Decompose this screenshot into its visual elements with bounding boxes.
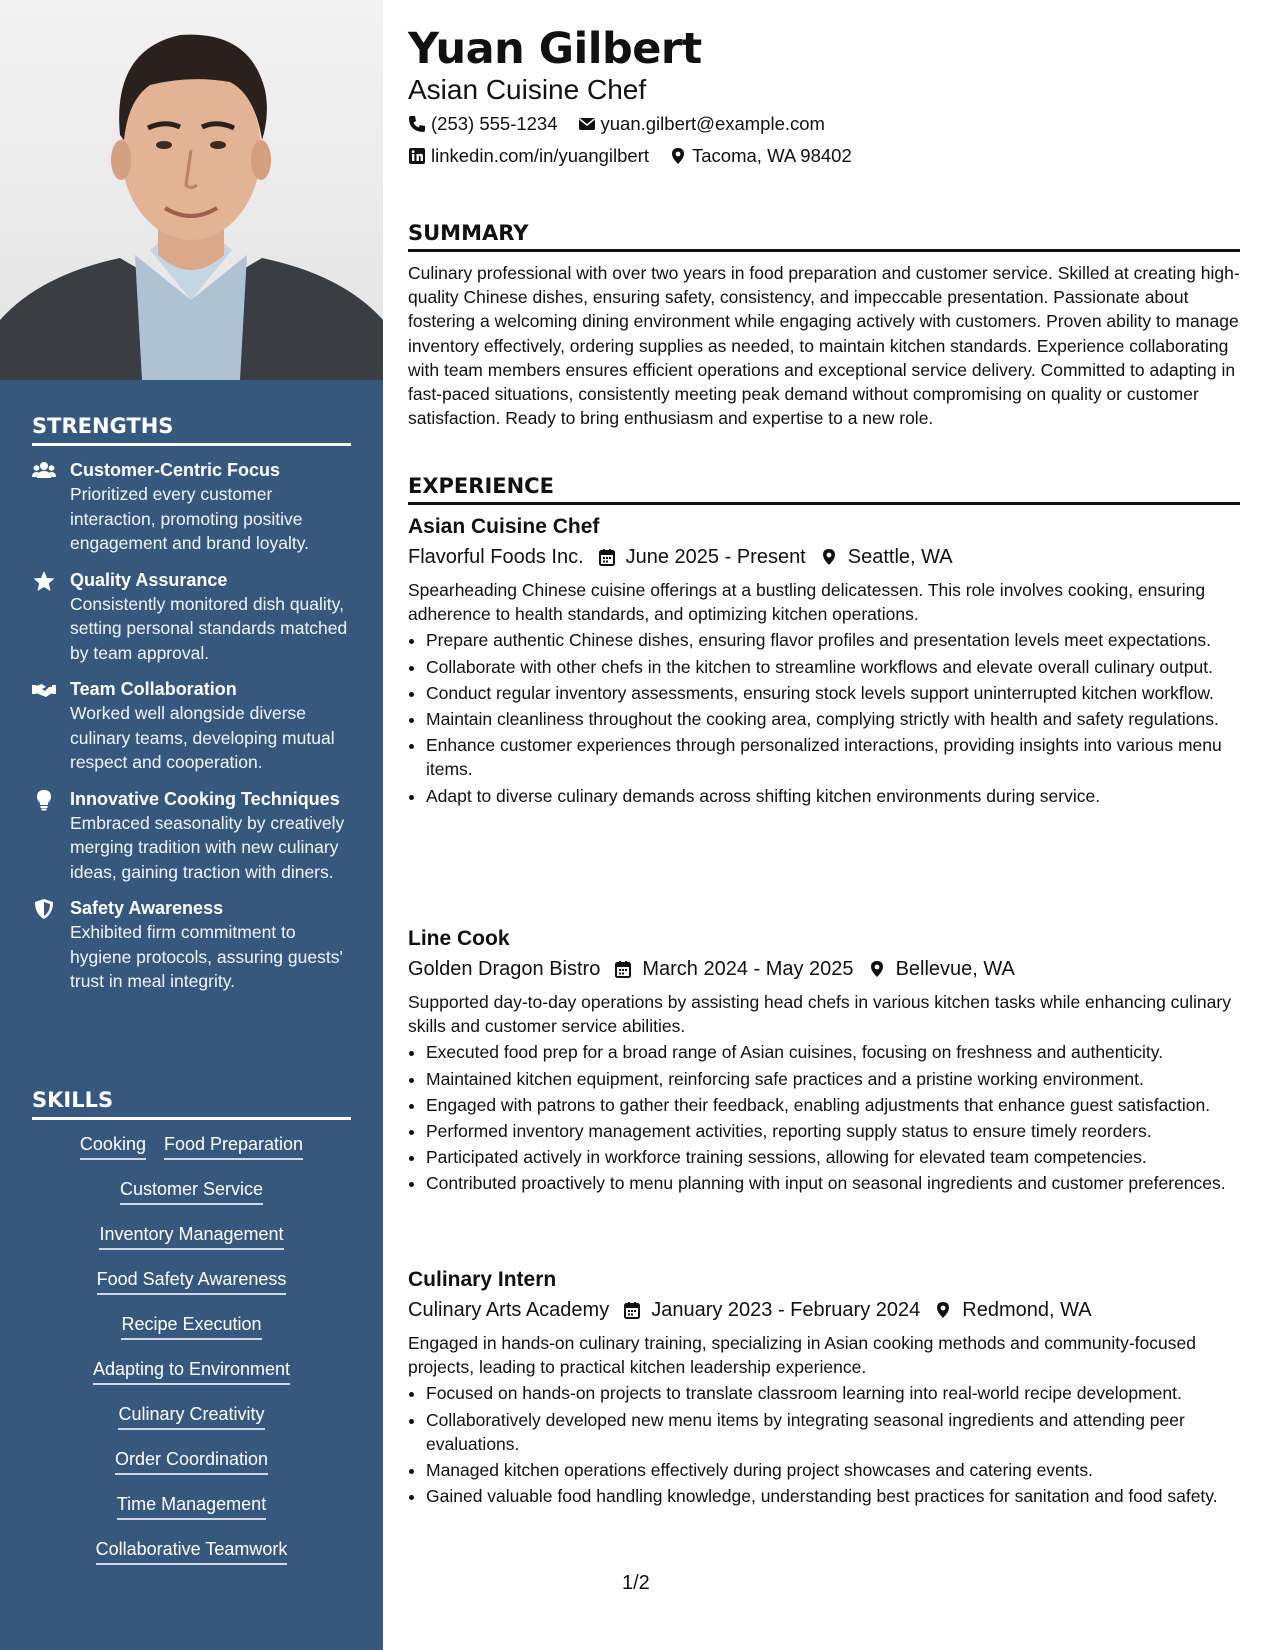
experience-item (408, 1266, 1240, 1510)
location-pin-icon (669, 147, 687, 165)
profile-photo-image (0, 0, 383, 380)
job-bullet: • Executed food prep for a broad range of Asian cuisines, focusing on freshness and authenticity. (426, 1040, 1240, 1064)
strength-title: Safety Awareness (70, 898, 224, 918)
skill-tag: Time Management (117, 1492, 266, 1520)
job-bullets (408, 1381, 1240, 1508)
page-number: 1/2 (622, 1572, 650, 1594)
job-company: Golden Dragon Bistro (408, 958, 601, 980)
email-text: yuan.gilbert@example.com (600, 113, 825, 134)
profile-photo (0, 0, 383, 380)
job-bullet: • Collaboratively developed new menu items by integrating seasonal ingredients and attending peer evaluations. (426, 1408, 1240, 1456)
job-company: Flavorful Foods Inc. (408, 546, 584, 568)
experience-item (408, 513, 1240, 810)
job-dates: June 2025 - Present (625, 546, 806, 568)
job-bullet: • Maintain cleanliness throughout the cooking area, complying strictly with health and safety regulations. (426, 707, 1240, 731)
skills-list (32, 1132, 351, 1582)
job-description: Supported day-to-day operations by assisting head chefs in various kitchen tasks while enhancing culinary skills and customer service abilities. (408, 992, 1231, 1037)
skill-tag: Collaborative Teamwork (96, 1537, 288, 1565)
location-pin-icon (934, 1301, 952, 1319)
sidebar (0, 0, 383, 1650)
location-text: Tacoma, WA 98402 (692, 145, 852, 166)
star-icon (32, 570, 56, 592)
skill-tag: Food Preparation (164, 1132, 303, 1160)
job-bullet: • Participated actively in workforce training sessions, allowing for elevated team competencies. (426, 1145, 1240, 1169)
location-pin-icon (820, 548, 838, 566)
strength-title: Innovative Cooking Techniques (70, 788, 340, 809)
job-bullet: • Adapt to diverse culinary demands across shifting kitchen environments during service. (426, 784, 1240, 808)
strength-title: Customer-Centric Focus (70, 460, 281, 480)
calendar-icon (598, 548, 616, 566)
job-bullet: • Prepare authentic Chinese dishes, ensuring flavor profiles and presentation levels meet expectations. (426, 628, 1240, 652)
shield-icon (32, 898, 56, 920)
job-meta (408, 954, 1240, 984)
phone-icon (408, 115, 426, 133)
job-bullet: • Gained valuable food handling knowledge, understanding best practices for sanitation and food safety. (426, 1484, 1240, 1508)
skill-tag: Cooking (80, 1132, 146, 1160)
strengths-section (32, 414, 351, 994)
calendar-icon (614, 960, 632, 978)
calendar-icon (623, 1301, 641, 1319)
linkedin-text: linkedin.com/in/yuangilbert (431, 145, 650, 166)
job-dates: January 2023 - February 2024 (651, 1299, 921, 1321)
skills-title: SKILLS (32, 1088, 351, 1120)
experience-item (408, 925, 1240, 1198)
job-title: Line Cook (408, 927, 510, 950)
job-bullet: • Performed inventory management activities, reporting supply status to ensure timely reorders. (426, 1119, 1240, 1143)
experience-title: EXPERIENCE (408, 474, 1240, 505)
linkedin-icon (408, 147, 426, 165)
job-meta (408, 542, 1240, 572)
strength-item (32, 458, 351, 556)
job-title: Culinary Intern (408, 1268, 557, 1291)
job-description: Spearheading Chinese cuisine offerings at a bustling delicatessen. This role involves cooking, ensuring adherence to health standards, and optimizing kitchen operations. (408, 580, 1206, 625)
job-title: Asian Cuisine Chef (408, 515, 600, 538)
job-bullets (408, 628, 1240, 807)
strength-item (32, 677, 351, 775)
job-bullet: • Focused on hands-on projects to translate classroom learning into real-world recipe development. (426, 1381, 1240, 1405)
strengths-title: STRENGTHS (32, 414, 351, 446)
strength-title: Team Collaboration (70, 679, 237, 699)
job-bullet: • Contributed proactively to menu planning with input on seasonal ingredients and customer preferences. (426, 1171, 1240, 1195)
job-dates: March 2024 - May 2025 (642, 958, 854, 980)
skill-tag: Inventory Management (99, 1222, 283, 1250)
strength-desc: Exhibited firm commitment to hygiene protocols, assuring guests' trust in meal integrity. (70, 922, 343, 991)
skill-tag: Food Safety Awareness (97, 1267, 287, 1295)
summary-title: SUMMARY (408, 221, 1240, 252)
job-description: Engaged in hands-on culinary training, specializing in Asian cooking methods and community-focused projects, leading to practical kitchen leadership experience. (408, 1333, 1196, 1378)
strength-desc: Worked well alongside diverse culinary teams, developing mutual respect and cooperation. (70, 703, 335, 772)
skill-tag: Adapting to Environment (93, 1357, 290, 1385)
location-pin-icon (868, 960, 886, 978)
strength-desc: Consistently monitored dish quality, setting personal standards matched by team approval. (70, 593, 348, 663)
strength-desc: Prioritized every customer interaction, promoting positive engagement and brand loyalty. (70, 484, 310, 553)
lightbulb-icon (32, 789, 56, 811)
job-bullets (408, 1040, 1240, 1195)
skill-tag: Order Coordination (115, 1447, 268, 1475)
skill-tag: Recipe Execution (121, 1312, 261, 1340)
job-location: Seattle, WA (847, 546, 953, 568)
strength-desc: Embraced seasonality by creatively merging tradition with new culinary ideas, gaining traction with diners. (70, 812, 345, 882)
strength-title: Quality Assurance (70, 569, 228, 590)
job-location: Bellevue, WA (895, 958, 1015, 980)
skills-section (32, 1088, 351, 1582)
job-bullet: • Collaborate with other chefs in the kitchen to streamline workflows and elevate overall culinary output. (426, 655, 1240, 679)
job-bullet: • Enhance customer experiences through personalized interactions, providing insights into various menu items. (426, 733, 1240, 781)
candidate-name: Yuan Gilbert (408, 24, 702, 74)
phone-text: (253) 555-1234 (431, 113, 558, 134)
job-meta (408, 1295, 1240, 1325)
skill-tag: Culinary Creativity (118, 1402, 264, 1430)
candidate-role: Asian Cuisine Chef (408, 74, 647, 105)
strength-item (32, 787, 351, 885)
job-company: Culinary Arts Academy (408, 1299, 610, 1321)
job-bullet: • Managed kitchen operations effectively during project showcases and catering events. (426, 1458, 1240, 1482)
email-icon (578, 115, 596, 133)
summary-text: Culinary professional with over two years in food preparation and customer service. Skilled at creating high-quality Chinese dishes, ensuring safety, consistency, and impeccable presentation. Passionate about fostering a welcoming dining environment while engaging actively with customers. Proven ability to manage inventory effectively, ordering supplies as needed, to maintain kitchen standards. Experience collaborating with team members ensures efficient operations and exceptional service delivery. Committed to adapting in fast-paced situations, consistently meeting peak demand without compromising on quality or customer satisfaction. Ready to bring enthusiasm and expertise to a new role. (408, 263, 1240, 429)
skill-tag: Customer Service (120, 1177, 263, 1205)
strength-item (32, 568, 351, 666)
contact-row-1 (408, 113, 837, 135)
strength-item (32, 896, 351, 994)
job-bullet: • Conduct regular inventory assessments, ensuring stock levels support uninterrupted kitchen workflow. (426, 681, 1240, 705)
contact-row-2 (408, 145, 864, 167)
job-bullet: • Engaged with patrons to gather their feedback, enabling adjustments that enhance guest satisfaction. (426, 1093, 1240, 1117)
handshake-icon (32, 679, 56, 701)
job-bullet: • Maintained kitchen equipment, reinforcing safe practices and a pristine working environment. (426, 1067, 1240, 1091)
users-icon (32, 460, 56, 482)
job-location: Redmond, WA (962, 1299, 1092, 1321)
